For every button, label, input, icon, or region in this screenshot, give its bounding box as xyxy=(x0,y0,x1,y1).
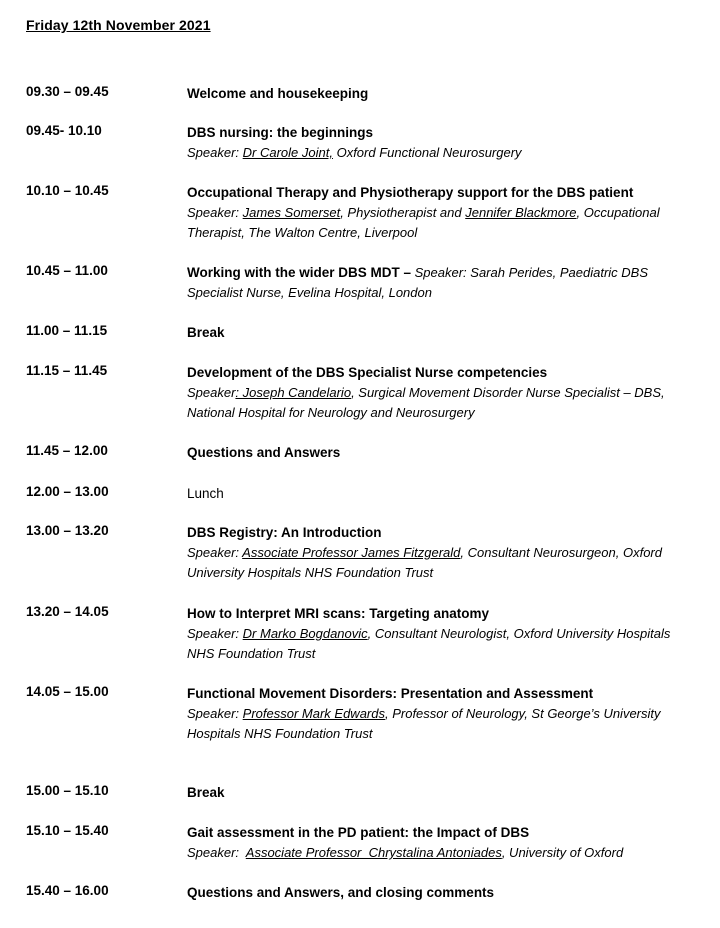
session-content xyxy=(187,183,697,243)
session-title: Break xyxy=(187,785,225,800)
session-time: 13.20 – 14.05 xyxy=(26,604,109,619)
session-content xyxy=(187,263,697,303)
session-title: Lunch xyxy=(187,486,224,501)
speaker-details: Oxford Functional Neurosurgery xyxy=(332,145,522,160)
session-content xyxy=(187,443,697,463)
speaker-name: : Joseph Candelario xyxy=(235,385,352,400)
session-title: Questions and Answers xyxy=(187,445,341,460)
speaker-prefix: Speaker: xyxy=(187,706,243,721)
speaker-prefix: Speaker: xyxy=(187,145,243,160)
speaker-prefix: Speaker: xyxy=(187,545,243,560)
session-content xyxy=(187,123,697,163)
session-time: 15.00 – 15.10 xyxy=(26,783,109,798)
session-content xyxy=(187,604,697,664)
speaker-prefix: Speaker: xyxy=(187,626,243,641)
session-content xyxy=(187,84,697,104)
session-time: 10.10 – 10.45 xyxy=(26,183,109,198)
speaker-name: Professor Mark Edwards xyxy=(242,706,385,721)
session-content xyxy=(187,523,697,583)
session-time: 09.45- 10.10 xyxy=(26,123,102,138)
session-title: Functional Movement Disorders: Presentation and Assessment xyxy=(187,686,594,701)
session-content xyxy=(187,883,697,903)
session-content xyxy=(187,484,697,504)
session-speaker xyxy=(187,203,697,243)
session-time: 11.15 – 11.45 xyxy=(26,363,108,378)
session-time: 10.45 – 11.00 xyxy=(26,263,108,278)
session-title: Occupational Therapy and Physiotherapy support for the DBS patient xyxy=(187,185,634,200)
session-speaker xyxy=(187,383,697,423)
speaker-details: , University of Oxford xyxy=(501,845,624,860)
speaker-prefix: Speaker: xyxy=(187,845,246,860)
session-title: Welcome and housekeeping xyxy=(187,86,369,101)
speaker-name: Associate Professor James Fitzgerald xyxy=(242,545,461,560)
session-title: DBS Registry: An Introduction xyxy=(187,525,382,540)
speaker-details: , Physiotherapist and xyxy=(340,205,466,220)
session-content xyxy=(187,684,697,744)
session-title: Questions and Answers, and closing comments xyxy=(187,885,495,900)
session-speaker xyxy=(187,543,697,583)
session-time: 13.00 – 13.20 xyxy=(26,523,109,538)
session-time: 12.00 – 13.00 xyxy=(26,484,109,499)
speaker-details: , Surgical Movement Disorder Nurse Specialist – DBS, National Hospital for Neurology and Neurosurgery xyxy=(187,385,665,420)
session-content xyxy=(187,363,697,423)
session-content xyxy=(187,823,697,863)
session-title: How to Interpret MRI scans: Targeting anatomy xyxy=(187,606,490,621)
session-title: Development of the DBS Specialist Nurse competencies xyxy=(187,365,548,380)
session-time: 15.40 – 16.00 xyxy=(26,883,109,898)
session-title: DBS nursing: the beginnings xyxy=(187,125,373,140)
session-title: Break xyxy=(187,325,225,340)
session-content xyxy=(187,783,697,803)
speaker-details: , Consultant Neurologist, Oxford University Hospitals NHS Foundation Trust xyxy=(187,626,671,661)
session-speaker xyxy=(187,624,697,664)
session-speaker xyxy=(187,704,697,744)
speaker-prefix: Speaker xyxy=(187,385,236,400)
speaker-name: James Somerset xyxy=(242,205,341,220)
session-time: 11.00 – 11.15 xyxy=(26,323,108,338)
session-title: Working with the wider DBS MDT – xyxy=(187,265,412,280)
session-time: 11.45 – 12.00 xyxy=(26,443,108,458)
page-title: Friday 12th November 2021 xyxy=(26,17,211,33)
session-speaker xyxy=(187,843,697,863)
session-time: 15.10 – 15.40 xyxy=(26,823,109,838)
session-title: Gait assessment in the PD patient: the Impact of DBS xyxy=(187,825,530,840)
speaker-name: Dr Carole Joint, xyxy=(242,145,333,160)
speaker-name: Associate Professor Chrystalina Antoniades xyxy=(245,845,502,860)
session-time: 14.05 – 15.00 xyxy=(26,684,109,699)
speaker-name: Jennifer Blackmore xyxy=(465,205,577,220)
speaker-prefix: Speaker: xyxy=(187,205,243,220)
speaker-name: Dr Marko Bogdanovic xyxy=(242,626,368,641)
session-content xyxy=(187,323,697,343)
speaker-details: , Professor of Neurology, St George’s University Hospitals NHS Foundation Trust xyxy=(187,706,661,741)
session-speaker xyxy=(187,143,697,163)
session-time: 09.30 – 09.45 xyxy=(26,84,109,99)
speaker-details: , Consultant Neurosurgeon, Oxford University Hospitals NHS Foundation Trust xyxy=(187,545,662,580)
session-speaker: Speaker: Sarah Perides, Paediatric DBS Specialist Nurse, Evelina Hospital, London xyxy=(187,265,649,300)
speaker-details: , Occupational Therapist, The Walton Centre, Liverpool xyxy=(187,205,660,240)
